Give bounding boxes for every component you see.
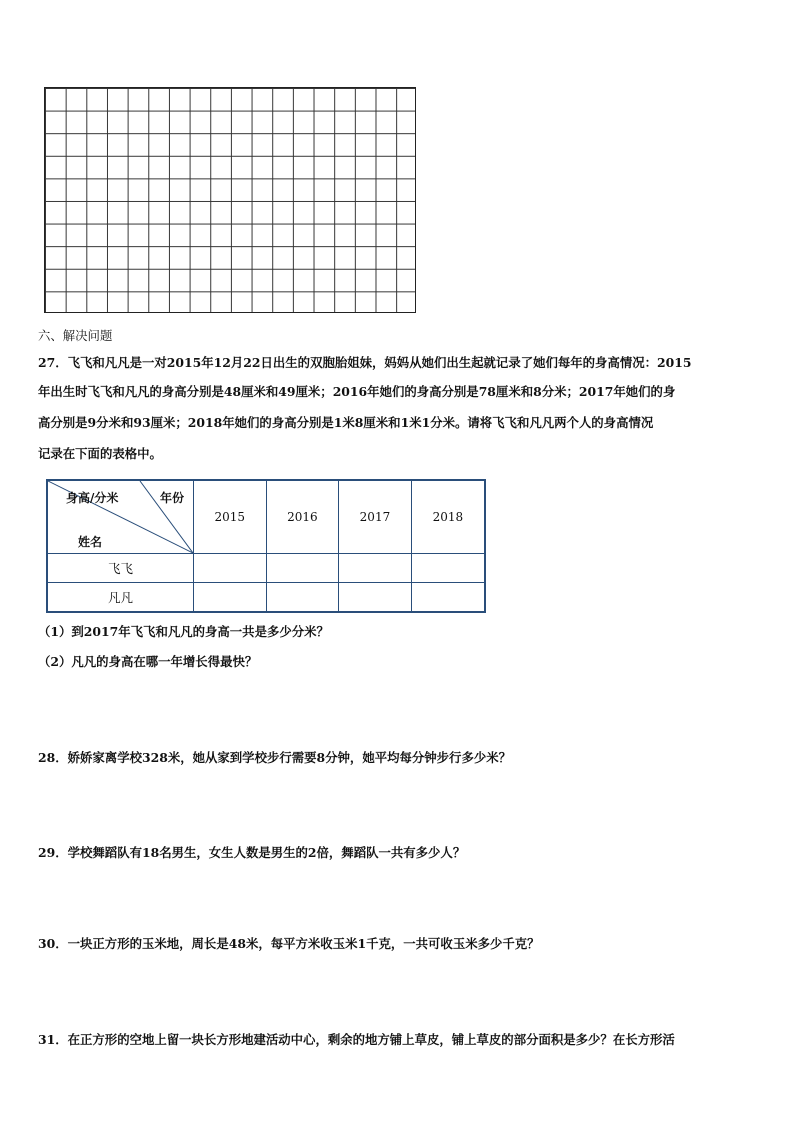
question-27-line-2: 年出生时飞飞和凡凡的身高分别是48厘米和49厘米；2016年她们的身高分别是78厘米和8分米；2017年她们的身 [38,384,676,399]
question-27-line-3: 高分别是9分米和93厘米；2018年她们的身高分别是1米8厘米和1米1分米。请将飞飞和凡凡两个人的身高情况 [38,415,654,430]
corner-label-name: 姓名 [78,535,103,549]
answer-cell[interactable] [266,554,339,583]
year-header: 2015 [194,480,267,554]
section-title: 六、解决问题 [38,328,113,343]
answer-cell[interactable] [194,554,267,583]
question-27-sub-1: （1）到2017年飞飞和凡凡的身高一共是多少分米？ [38,624,329,639]
question-27-line-1: 27．飞飞和凡凡是一对2015年12月22日出生的双胞胎姐妹，妈妈从她们出生起就记录了她们每年的身高情况：2015 [38,355,692,370]
question-29: 29．学校舞蹈队有18名男生，女生人数是男生的2倍，舞蹈队一共有多少人？ [38,845,466,860]
year-header: 2018 [411,480,485,554]
question-27-line-4: 记录在下面的表格中。 [38,446,162,461]
corner-label-year: 年份 [160,491,185,505]
year-header: 2017 [339,480,412,554]
height-record-table [46,479,486,613]
answer-cell[interactable] [339,554,412,583]
answer-cell[interactable] [411,554,485,583]
table-corner-header [47,480,194,554]
question-28: 28．娇娇家离学校328米，她从家到学校步行需要8分钟，她平均每分钟步行多少米？ [38,750,512,765]
question-30: 30．一块正方形的玉米地，周长是48米，每平方米收玉米1千克，一共可收玉米多少千克？ [38,936,540,951]
answer-cell[interactable] [266,583,339,613]
question-27-sub-2: （2）凡凡的身高在哪一年增长得最快？ [38,654,258,669]
row-name-fanfan: 凡凡 [47,583,194,613]
corner-label-height: 身高/分米 [66,491,119,505]
answer-cell[interactable] [411,583,485,613]
year-header: 2016 [266,480,339,554]
answer-cell[interactable] [339,583,412,613]
square-grid [44,87,416,313]
answer-cell[interactable] [194,583,267,613]
question-31: 31．在正方形的空地上留一块长方形地建活动中心，剩余的地方铺上草皮，铺上草皮的部分面积是多少？在长方形活 [38,1032,675,1047]
row-name-feifei: 飞飞 [47,554,194,583]
